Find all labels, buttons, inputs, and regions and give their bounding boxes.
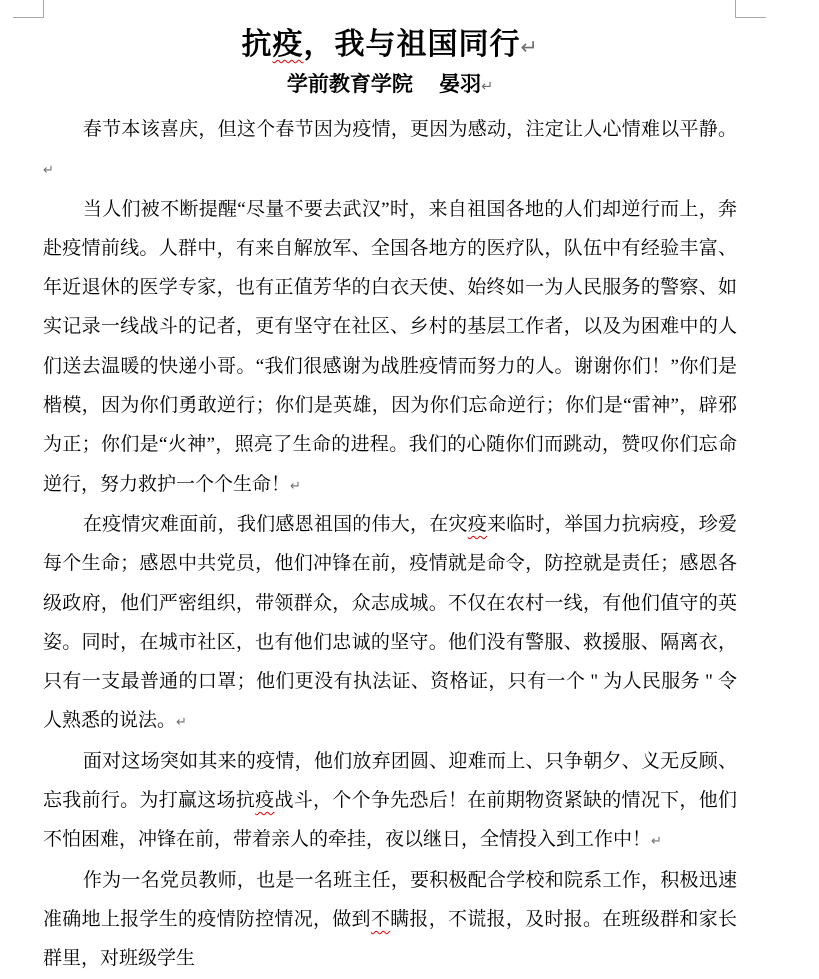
text-run: 抗 (241, 28, 273, 61)
paragraph-mark-icon: ↵ (290, 477, 301, 493)
paragraph[interactable] (43, 110, 737, 190)
spell-error-text: 疫 (272, 28, 304, 61)
paragraph[interactable] (43, 742, 737, 861)
text-run: 在疫情灾难面前，我们感恩祖国的伟大，在灾 (82, 513, 468, 535)
page-content (43, 0, 737, 979)
text-run: 作为一名党员教师，也是一名班主任，要积极配合学校和院系工作，积极迅速准确地上报学生的疫情防控情况，做到 (43, 869, 737, 930)
text-run: 学前教育学院 晏羽 (286, 72, 482, 96)
paragraph[interactable] (43, 190, 737, 505)
spell-error-text: 不 (370, 908, 391, 930)
paragraph[interactable] (43, 505, 737, 742)
paragraph-mark-icon: ↵ (43, 162, 54, 178)
text-run: 来临时，举国力抗病疫，珍爱每个生命；感恩中共党员，他们冲锋在前，疫情就是命令，防控就是责任；感恩各级政府，他们严密组织，带领群众，众志成城。不仅在农村一线，有他们值守的英姿。同时，在城市社区，也有他们忠诚的坚守。他们没有警服、救援服、隔离衣，只有一支最普通的口罩；他们更没有执法证、资格证，只有一个 " 为人民服务 " 令人熟悉的说法。 (43, 513, 737, 732)
text-run: 春节本该喜庆，但这个春节因为疫情，更因为感动，注定让人心情难以平静。 (82, 119, 737, 140)
text-run: 面对这场突如其来的疫情，他们放弃团圆、迎难而上、只争朝夕、义无反顾、忘我前行。为打赢这场抗 (43, 750, 737, 812)
paragraph-mark-icon: ↵ (481, 79, 494, 95)
spell-error-text: 疫 (255, 790, 275, 812)
text-run: 当人们被不断提醒“尽量不要去武汉”时，来自祖国各地的人们却逆行而上，奔赴疫情前线。人群中，有来自解放军、全国各地方的医疗队，队伍中有经验丰富、年近退休的医学专家，也有正值芳华的白衣天使、始终如一为人民服务的警察、如实记录一线战斗的记者，更有坚守在社区、乡村的基层工作者，以及为困难中的人们送去温暖的快递小哥。“我们很感谢为战胜疫情而努力的人。谢谢你们！”你们是楷模，因为你们勇敢逆行；你们是英雄，因为你们忘命逆行；你们是“雷神”，辟邪为正；你们是“火神”，照亮了生命的进程。我们的心随你们而跳动，赞叹你们忘命逆行，努力救护一个个生命！ (43, 198, 737, 495)
text-run: ，我与祖国同行 (303, 28, 521, 61)
document-body[interactable] (43, 110, 737, 979)
spell-error-text: 疫 (467, 513, 488, 535)
paragraph-mark-icon: ↵ (520, 37, 539, 59)
paragraph-mark-icon: ↵ (176, 714, 187, 730)
document-byline (43, 69, 737, 103)
text-run: 战斗，个个争先恐后！在前期物资紧缺的情况下，他们不怕困难，冲锋在前，带着亲人的牵挂，夜以继日，全情投入到工作中！ (43, 790, 737, 851)
text-boundary-mark-top-left (13, 0, 44, 18)
text-boundary-mark-top-right (735, 0, 766, 18)
paragraph-mark-icon: ↵ (651, 833, 662, 849)
paragraph[interactable] (43, 861, 737, 979)
text-run: 瞒报，不谎报，及时报。在班级群和家长群里，对班级学生 (43, 908, 737, 970)
document-title (43, 25, 737, 68)
